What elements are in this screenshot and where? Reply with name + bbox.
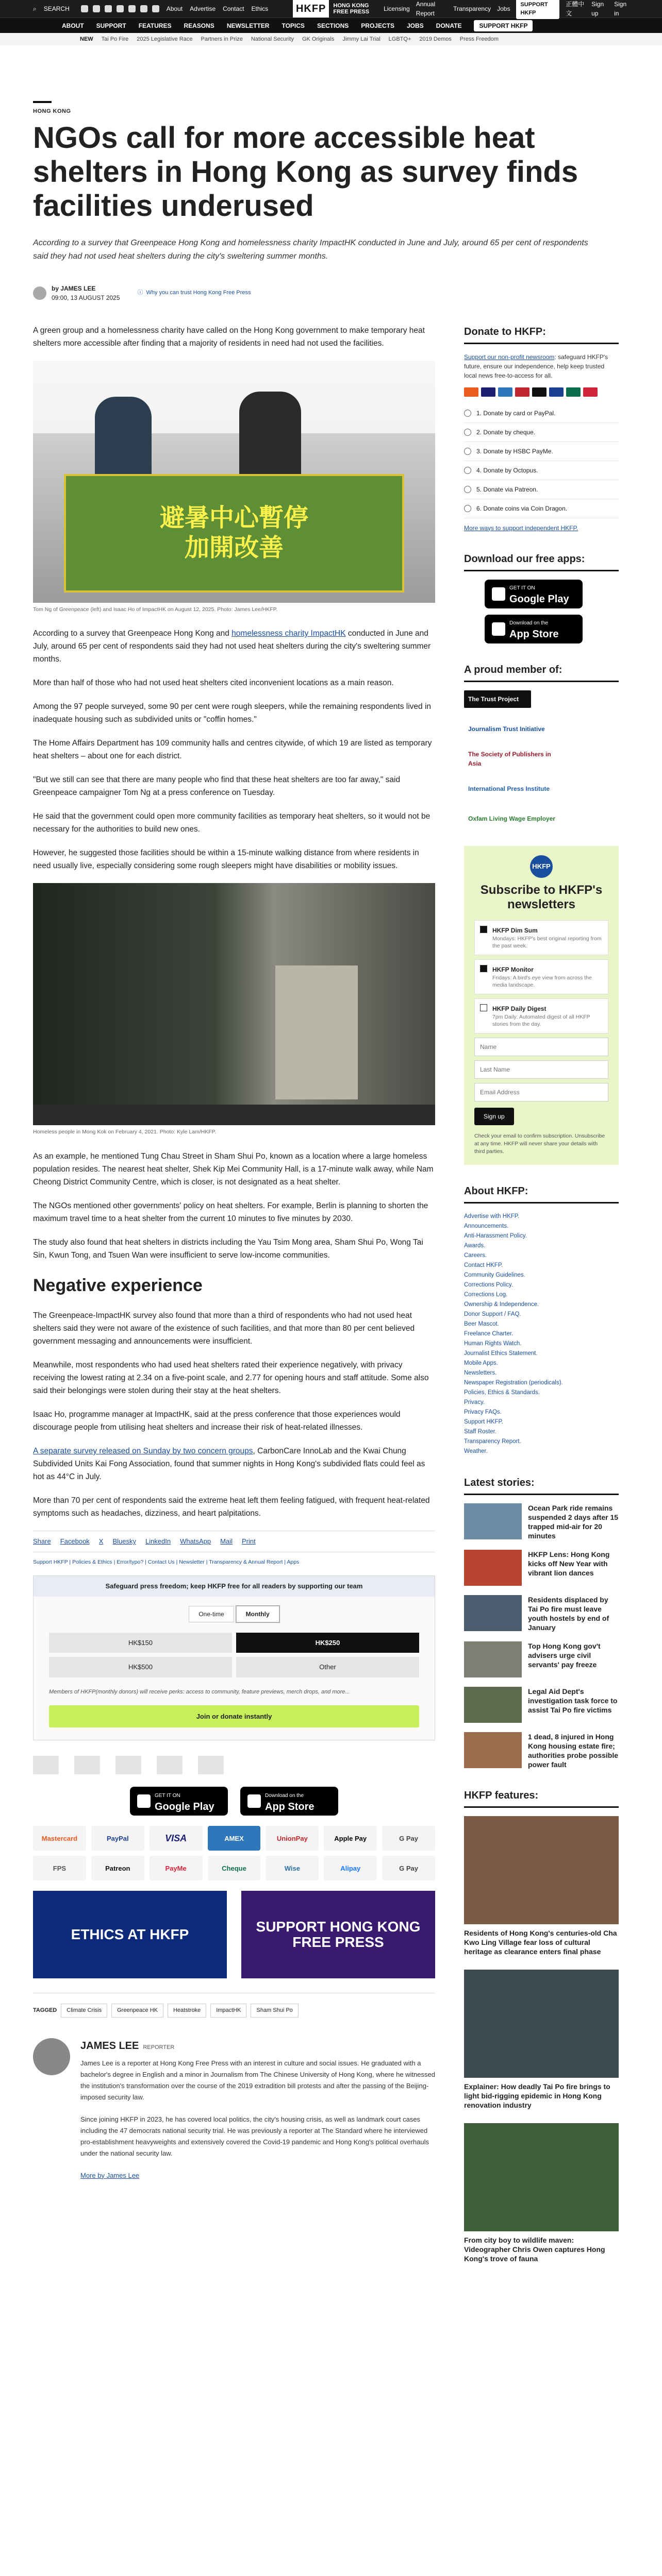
donate-option-label: 1. Donate by card or PayPal.: [476, 409, 556, 417]
support-banner[interactable]: SUPPORT HONG KONG FREE PRESS: [241, 1891, 435, 1978]
paragraph: [33, 1445, 435, 1483]
card-logo: [549, 387, 564, 397]
photo-caption: Homeless people in Mong Kok on February 4, 2021. Photo: Kyle Lam/HKFP.: [33, 1129, 217, 1136]
share-bluesky[interactable]: Bluesky: [112, 1537, 136, 1545]
paragraph: Among the 97 people surveyed, some 90 per cent were rough sleepers, while the remaining respondents lived in inadequate housing such as subdivided units or "coffin homes.": [33, 702, 432, 724]
newsletter-option-title: HKFP Daily Digest: [492, 1005, 547, 1012]
about-link[interactable]: Newsletters.: [464, 1369, 497, 1376]
payment-logo[interactable]: PayPal: [91, 1826, 144, 1851]
card-logo: [566, 387, 581, 397]
story-thumb: [464, 1595, 522, 1631]
article-photo[interactable]: [33, 361, 435, 603]
donate-option[interactable]: [464, 461, 619, 480]
payment-logo[interactable]: UnionPay: [266, 1826, 319, 1851]
paragraph-text: conducted in June and July, around 65 per cent of respondents said they had not used heat shelters during the city's sweltering summer months.: [33, 629, 431, 664]
google-play-button[interactable]: [130, 1787, 228, 1816]
story-item[interactable]: [464, 1732, 619, 1769]
youtube-icon[interactable]: [140, 5, 147, 12]
nav-item[interactable]: NEWSLETTER: [226, 22, 270, 29]
radio-icon: [464, 410, 471, 417]
paragraph: "But we still can see that there are many people who find that these heat shelters are too far away," said Greenpeace campaigner Tom Ng at a press conference on Tuesday.: [33, 775, 401, 798]
share-facebook[interactable]: Facebook: [60, 1537, 90, 1545]
last-name-input[interactable]: [474, 1060, 608, 1079]
checkbox-icon[interactable]: [480, 1004, 487, 1011]
nav-item[interactable]: ABOUT: [62, 22, 84, 29]
section-heading: Negative experience: [33, 1276, 203, 1295]
signup-button[interactable]: Sign up: [474, 1108, 514, 1125]
feature-item[interactable]: [464, 1816, 619, 1956]
play-icon: [137, 1794, 151, 1808]
sopa-logo[interactable]: The Society of Publishers in Asia: [468, 750, 551, 767]
trending-item[interactable]: LGBTQ+: [388, 36, 411, 42]
newsletter-option-title: HKFP Dim Sum: [492, 926, 538, 934]
nav-item[interactable]: DONATE: [436, 22, 462, 29]
app-label: Google Play: [509, 594, 569, 605]
payment-logo[interactable]: G Pay: [382, 1856, 435, 1880]
donate-option-label: 6. Donate coins via Coin Dragon.: [476, 504, 568, 512]
app-label: App Store: [509, 629, 559, 640]
about-links: [464, 1212, 619, 1456]
payment-logo[interactable]: Alipay: [324, 1856, 377, 1880]
survey-link[interactable]: A separate survey released on Sunday by two concern groups: [33, 1447, 253, 1455]
paragraph-text: According to a survey that Greenpeace Hong Kong and: [33, 629, 232, 638]
payment-logo[interactable]: Apple Pay: [324, 1826, 377, 1851]
share-whatsapp[interactable]: WhatsApp: [180, 1537, 211, 1545]
feature-title[interactable]: Explainer: How deadly Tai Po fire brings to light bid-rigging epidemic in Hong Kong renovation industry: [464, 2082, 610, 2109]
newsletter-title: Subscribe to HKFP's newsletters: [480, 883, 603, 911]
story-item[interactable]: [464, 1641, 619, 1677]
about-link[interactable]: Contact HKFP.: [464, 1262, 503, 1268]
about-link[interactable]: Privacy FAQs.: [464, 1409, 502, 1415]
language-link[interactable]: 正體中文: [566, 1, 585, 17]
card-logo: [583, 387, 598, 397]
nav-item[interactable]: JOBS: [406, 22, 424, 29]
about-link[interactable]: Anti-Harassment Policy.: [464, 1232, 527, 1239]
signin-link[interactable]: Sign in: [614, 1, 627, 17]
trust-link-label: Why you can trust Hong Kong Free Press: [146, 290, 251, 296]
apple-icon: [492, 622, 505, 636]
author-box-name[interactable]: JAMES LEE: [80, 2040, 139, 2052]
donate-option[interactable]: [464, 480, 619, 499]
checkbox-checked-icon[interactable]: [480, 965, 487, 972]
about-link[interactable]: Advertise with HKFP.: [464, 1213, 520, 1219]
payment-logo[interactable]: Wise: [266, 1856, 319, 1880]
about-link[interactable]: Careers.: [464, 1252, 487, 1259]
tag[interactable]: Climate Crisis: [61, 2004, 107, 2018]
hkfp-badge: HKFP: [530, 855, 553, 878]
trust-project-logo[interactable]: [33, 1756, 59, 1774]
article-title: NGOs call for more accessible heat shelters in Hong Kong as survey finds facilities underused: [33, 121, 578, 223]
payment-logo[interactable]: Mastercard: [33, 1826, 86, 1851]
paragraph: [33, 627, 435, 666]
payment-logo[interactable]: PayMe: [150, 1856, 203, 1880]
about-link[interactable]: Corrections Policy.: [464, 1281, 514, 1288]
support-links[interactable]: Support HKFP | Policies & Ethics | Error/typo? | Contact Us | Newsletter | Transparency & Annual Report | Apps: [33, 1558, 300, 1565]
about-link[interactable]: Transparency Report.: [464, 1438, 521, 1445]
social-icons: [81, 5, 159, 12]
x-icon[interactable]: [93, 5, 100, 12]
author-role: REPORTER: [143, 2044, 175, 2050]
top-link[interactable]: Annual Report: [416, 1, 436, 17]
feature-item[interactable]: [464, 2123, 619, 2263]
signup-link[interactable]: Sign up: [591, 1, 604, 17]
apple-icon: [247, 1794, 261, 1808]
sidebar: [464, 324, 619, 2282]
impacthk-link[interactable]: homelessness charity ImpactHK: [231, 629, 346, 638]
feature-image: [464, 1970, 619, 2078]
app-store-button[interactable]: [240, 1787, 338, 1816]
sidebar-heading: Latest stories:: [464, 1475, 619, 1495]
card-logo: [532, 387, 547, 397]
top-link[interactable]: Contact: [223, 5, 244, 12]
top-link[interactable]: Licensing: [384, 5, 410, 12]
story-thumb: [464, 1732, 522, 1768]
about-link[interactable]: Beer Mascot.: [464, 1320, 499, 1327]
app-store-button[interactable]: [485, 615, 583, 643]
share-linkedin[interactable]: LinkedIn: [145, 1537, 171, 1545]
app-buttons: [33, 1787, 435, 1816]
article-lede: According to a survey that Greenpeace Hong Kong and homelessness charity ImpactHK conducted in June and July, around 65 per cent of respondents said they had not used heat shelters during the city's sweltering summer months.: [33, 238, 588, 261]
sidebar-heading: HKFP features:: [464, 1788, 619, 1808]
trust-logos: [33, 1756, 435, 1774]
nav-item[interactable]: SECTIONS: [317, 22, 349, 29]
share-button[interactable]: Share: [33, 1537, 51, 1545]
share-bar: [33, 1531, 435, 1552]
newsletter-option[interactable]: [474, 959, 608, 994]
card-logos: [464, 387, 619, 397]
logo-mark: HKFP: [293, 0, 329, 18]
tags-row: [33, 1993, 435, 2018]
card-logo: [498, 387, 512, 397]
feature-image: [464, 2123, 619, 2231]
story-title[interactable]: Legal Aid Dept's investigation task force to assist Tai Po fire victims: [528, 1687, 618, 1714]
about-link[interactable]: Weather.: [464, 1448, 488, 1454]
radio-icon: [464, 467, 471, 474]
tag[interactable]: ImpactHK: [210, 2004, 246, 2018]
trending-item[interactable]: Press Freedom: [459, 36, 499, 42]
oxfam-logo[interactable]: [198, 1756, 224, 1774]
top-link[interactable]: Ethics: [251, 5, 269, 12]
paragraph: Isaac Ho, programme manager at ImpactHK, said at the press conference that those experiences would discourage people from utilising heat shelters and increase their risk of heat-related illnesses.: [33, 1410, 401, 1432]
photo-caption: Tom Ng of Greenpeace (left) and Isaac Ho of ImpactHK on August 12, 2025. Photo: James Lee/HKFP.: [33, 606, 278, 613]
story-thumb: [464, 1641, 522, 1677]
donate-option-label: 5. Donate via Patreon.: [476, 485, 538, 493]
join-donate-button[interactable]: Join or donate instantly: [49, 1705, 419, 1728]
support-button[interactable]: SUPPORT HKFP: [516, 0, 559, 19]
about-link[interactable]: Staff Roster.: [464, 1428, 497, 1435]
about-sidebar: [464, 1183, 619, 1456]
article-photo[interactable]: [33, 883, 435, 1125]
card-logo: [481, 387, 495, 397]
feature-title[interactable]: Residents of Hong Kong's centuries-old Cha Kwo Ling Village fear loss of cultural heritage as clearance enters final phase: [464, 1928, 617, 1956]
amount-option[interactable]: HK$150: [49, 1633, 232, 1653]
logo-line2: FREE PRESS: [333, 9, 370, 15]
apps-sidebar: [464, 551, 619, 643]
about-link[interactable]: Support HKFP.: [464, 1418, 503, 1425]
threads-icon[interactable]: [117, 5, 124, 12]
story-title[interactable]: HKFP Lens: Hong Kong kicks off New Year with vibrant lion dances: [528, 1550, 610, 1577]
donate-note: Members of HKFP(monthly donors) will receive perks: access to community, feature previews, merch drops, and more...: [49, 1688, 350, 1695]
email-input[interactable]: [474, 1083, 608, 1101]
radio-icon: [464, 486, 471, 493]
nonprofit-link[interactable]: Support our non-profit newsroom: [464, 353, 555, 361]
author-photo[interactable]: [33, 2038, 70, 2075]
newsletter-option[interactable]: [474, 920, 608, 955]
story-item[interactable]: [464, 1595, 619, 1632]
ipi-logo[interactable]: International Press Institute: [468, 785, 550, 792]
play-icon: [492, 587, 505, 601]
payment-logo[interactable]: AMEX: [208, 1826, 261, 1851]
oxfam-logo[interactable]: Oxfam Living Wage Employer: [468, 815, 555, 822]
payment-logo[interactable]: Patreon: [91, 1856, 144, 1880]
trending-item[interactable]: 2019 Demos: [419, 36, 452, 42]
paragraph: Meanwhile, most respondents who had used heat shelters rated their experience negatively, with privacy receiving the lowest rating at 2.34 on a five-point scale, and 2.77 for opening hours and staff attitude. Some also said their belongings were stolen during their stay at the heat shelters.: [33, 1361, 429, 1395]
donate-widget: [33, 1575, 435, 1740]
features-sidebar: [464, 1788, 619, 2263]
feature-item[interactable]: [464, 1970, 619, 2110]
trust-project-logo[interactable]: The Trust Project: [464, 690, 531, 708]
tag[interactable]: Greenpeace HK: [111, 2004, 163, 2018]
donate-option[interactable]: [464, 423, 619, 442]
paragraph: The study also found that heat shelters in districts including the Yau Tsim Mong area, Sham Shui Po, Wong Tai Sin, Kwun Tong, and Tsuen Wan were insufficient to serve low-income communities.: [33, 1238, 423, 1260]
newsletter-option-desc: Mondays: HKFP's best original reporting from the past week.: [492, 935, 602, 949]
search-icon[interactable]: ⌕: [33, 5, 37, 12]
tags-label: TAGGED: [33, 2007, 57, 2014]
card-logo: [464, 387, 478, 397]
trending-bar: [0, 33, 662, 45]
byline: [33, 284, 629, 302]
print-button[interactable]: Print: [241, 1537, 256, 1545]
latest-stories: [464, 1475, 619, 1769]
google-play-button[interactable]: [485, 580, 583, 608]
newsletter-option-title: HKFP Monitor: [492, 965, 534, 973]
top-link[interactable]: Transparency: [453, 5, 491, 12]
feature-image: [464, 1816, 619, 1924]
radio-icon: [464, 505, 471, 512]
facebook-icon[interactable]: [81, 5, 88, 12]
first-name-input[interactable]: [474, 1038, 608, 1056]
paragraph: More than half of those who had not used heat shelters cited inconvenient locations as a main reason.: [33, 679, 394, 688]
nav-item[interactable]: PROJECTS: [361, 22, 394, 29]
story-item[interactable]: [464, 1687, 619, 1723]
nav-support-button[interactable]: SUPPORT HKFP: [474, 20, 533, 31]
sleeping-figure: [275, 965, 358, 1099]
about-link[interactable]: Donor Support / FAQ.: [464, 1311, 521, 1317]
checkbox-checked-icon[interactable]: [480, 926, 487, 933]
author-name[interactable]: by JAMES LEE: [52, 284, 96, 292]
paragraph-text: , CarbonCare InnoLab and the Kwai Chung Subdivided Units Kai Fong Association, found that summer nights in Hong Kong's subdivided flats could feel as hot as 44°C in July.: [33, 1447, 425, 1481]
newsletter-fineprint: Check your email to confirm subscription. Unsubscribe at any time. HKFP will never share your details with third parties.: [474, 1132, 605, 1155]
author-avatar[interactable]: [33, 286, 46, 300]
donate-intro-text: : safeguard HKFP's future, ensure our independence, help keep trusted local news free-to-access for all.: [464, 353, 608, 379]
main-nav: [0, 18, 662, 33]
search-link[interactable]: SEARCH: [43, 5, 70, 12]
trending-item[interactable]: Jimmy Lai Trial: [342, 36, 380, 42]
about-link[interactable]: Human Rights Watch.: [464, 1340, 522, 1347]
trending-item[interactable]: 2025 Legislative Race: [137, 36, 193, 42]
ipi-logo[interactable]: [157, 1756, 183, 1774]
payment-logo[interactable]: FPS: [33, 1856, 86, 1880]
payment-logo[interactable]: VISA: [150, 1826, 203, 1851]
story-thumb: [464, 1687, 522, 1723]
app-label: Download on the: [265, 1792, 304, 1799]
more-by-author-link[interactable]: More by James Lee: [80, 2171, 140, 2179]
story-title[interactable]: Ocean Park ride remains suspended 2 days after 15 trapped mid-air for 20 minutes: [528, 1503, 619, 1540]
info-icon: ⓘ: [137, 290, 143, 296]
about-link[interactable]: Awards.: [464, 1242, 486, 1249]
payment-methods: [33, 1826, 435, 1880]
protest-banner: [64, 474, 404, 592]
amount-option-selected[interactable]: HK$250: [236, 1633, 419, 1653]
tag[interactable]: Sham Shui Po: [251, 2004, 298, 2018]
top-link[interactable]: Jobs: [497, 5, 510, 12]
share-x[interactable]: X: [98, 1537, 104, 1545]
trending-label: NEW: [80, 36, 93, 42]
payment-logo[interactable]: G Pay: [382, 1826, 435, 1851]
paragraph: He said that the government could open more community facilities as temporary heat shelters, so it would not be necessary for the authorities to build new ones.: [33, 812, 431, 834]
sidebar-heading: Donate to HKFP:: [464, 324, 619, 344]
donate-option-label: 4. Donate by Octopus.: [476, 466, 538, 474]
trending-item[interactable]: GK Originals: [302, 36, 335, 42]
about-link[interactable]: Announcements.: [464, 1223, 509, 1229]
sidebar-heading: About HKFP:: [464, 1183, 619, 1204]
app-label: GET IT ON: [509, 585, 535, 591]
nav-item[interactable]: REASONS: [184, 22, 214, 29]
app-label: Download on the: [509, 620, 549, 626]
jti-logo[interactable]: [74, 1756, 100, 1774]
amount-option[interactable]: HK$500: [49, 1657, 232, 1677]
story-item[interactable]: [464, 1550, 619, 1586]
newsletter-option-desc: 7pm Daily: Automated digest of all HKFP stories from the day.: [492, 1013, 590, 1027]
tab-monthly[interactable]: Monthly: [236, 1606, 279, 1622]
trending-item[interactable]: National Security: [251, 36, 294, 42]
donate-sidebar: [464, 324, 619, 533]
about-link[interactable]: Privacy.: [464, 1399, 485, 1405]
story-thumb: [464, 1503, 522, 1539]
instagram-icon[interactable]: [105, 5, 112, 12]
card-logo: [515, 387, 529, 397]
donate-option-label: 3. Donate by HSBC PayMe.: [476, 447, 553, 455]
story-item[interactable]: [464, 1503, 619, 1540]
story-title[interactable]: 1 dead, 8 injured in Hong Kong housing estate fire; authorities probe possible power fault: [528, 1732, 619, 1769]
sidebar-heading: A proud member of:: [464, 662, 619, 682]
top-link[interactable]: About: [166, 5, 183, 12]
story-thumb: [464, 1550, 522, 1586]
trending-item[interactable]: Partners in Prize: [201, 36, 243, 42]
kicker-rule: [33, 101, 52, 103]
banner-text: 加開改善: [184, 534, 284, 562]
donate-option[interactable]: [464, 404, 619, 422]
trending-item[interactable]: Tai Po Fire: [101, 36, 129, 42]
app-label: App Store: [265, 1801, 315, 1812]
publish-date: 09:00, 13 AUGUST 2025: [52, 294, 120, 301]
nav-item[interactable]: TOPICS: [282, 22, 305, 29]
about-link[interactable]: Mobile Apps.: [464, 1360, 498, 1366]
member-sidebar: [464, 662, 619, 827]
author-box: [33, 2038, 435, 2192]
share-mail[interactable]: Mail: [220, 1537, 233, 1545]
tag[interactable]: Heatstroke: [168, 2004, 206, 2018]
about-link[interactable]: Corrections Log.: [464, 1291, 508, 1298]
top-link[interactable]: Advertise: [190, 5, 216, 12]
newsletter-option-desc: Fridays: A bird's eye view from across the media landscape.: [492, 974, 592, 988]
street-ground: [33, 1105, 435, 1125]
top-utility-bar: [0, 0, 662, 18]
feature-title[interactable]: From city boy to wildlife maven: Videographer Chris Owen captures Hong Kong's trove of fauna: [464, 2235, 605, 2263]
donate-intro: [464, 352, 619, 380]
amount-option[interactable]: Other: [236, 1657, 419, 1677]
newsletter-option[interactable]: [474, 998, 608, 1033]
about-link[interactable]: Community Guidelines.: [464, 1272, 525, 1278]
about-link[interactable]: Policies, Ethics & Standards.: [464, 1389, 540, 1396]
donate-heading: Safeguard press freedom; keep HKFP free for all readers by supporting our team: [34, 1576, 435, 1597]
about-link[interactable]: Newspaper Registration (periodicals).: [464, 1379, 563, 1386]
site-logo[interactable]: [293, 0, 369, 18]
paragraph: The Home Affairs Department has 109 community halls and centres citywide, of which 19 are listed as temporary heat shelters – about one for each district.: [33, 739, 432, 761]
paragraph: The Greenpeace-ImpactHK survey also found that more than a third of respondents who had not used heat shelters said they were not aware of the existence of such facilities, and that more than 80 per cent believed government messaging and announcements were insufficient.: [33, 1311, 415, 1346]
more-ways-link[interactable]: More ways to support independent HKFP.: [464, 524, 578, 532]
author-bio: James Lee is a reporter at Hong Kong Free Press with an interest in culture and social issues. He graduated with a bachelor's degree in English and a minor in Journalism from The Chinese University of Hong Kong, where he witnessed the institution's transformation over the course of the 2019 extradition bill protests and after the passing of the Beijing-imposed security law.: [80, 2059, 435, 2101]
linkedin-icon[interactable]: [128, 5, 136, 12]
author-bio: Since joining HKFP in 2023, he has covered local politics, the city's housing crisis, as well as landmark court cases including the 47 democrats national security trial. He was previously a reporter at The Standard where he interviewed pro-establishment heavyweights and extensively covered the Covid-19 pandemic and Hong Kong's political overhauls under the national security law.: [80, 2115, 429, 2157]
nav-item[interactable]: FEATURES: [138, 22, 172, 29]
newsletter-signup: [464, 846, 619, 1165]
trust-link[interactable]: [138, 289, 251, 297]
paragraph: A green group and a homelessness charity have called on the Hong Kong government to make temporary heat shelters more accessible after finding that a majority of residents in need had not used the facilities.: [33, 326, 425, 348]
sidebar-heading: Download our free apps:: [464, 551, 619, 571]
tab-one-time[interactable]: One-time: [189, 1606, 234, 1622]
app-label: Google Play: [155, 1801, 214, 1812]
nav-item[interactable]: SUPPORT: [96, 22, 126, 29]
jti-logo[interactable]: Journalism Trust Initiative: [468, 725, 545, 733]
story-title[interactable]: Residents displaced by Tai Po fire must leave youth hostels by end of January: [528, 1595, 609, 1632]
about-link[interactable]: Journalist Ethics Statement.: [464, 1350, 538, 1357]
donate-option[interactable]: [464, 442, 619, 461]
about-link[interactable]: Ownership & Independence.: [464, 1301, 539, 1308]
article-body: [33, 324, 435, 2282]
about-link[interactable]: Freelance Charter.: [464, 1330, 514, 1337]
donate-option-label: 2. Donate by cheque.: [476, 428, 536, 436]
banner-text: 避暑中心暫停: [159, 504, 308, 532]
app-label: GET IT ON: [155, 1792, 180, 1799]
sopa-logo[interactable]: [115, 1756, 141, 1774]
radio-icon: [464, 448, 471, 455]
story-title[interactable]: Top Hong Kong gov't advisers urge civil servants' pay freeze: [528, 1641, 601, 1669]
ethics-banner[interactable]: ETHICS AT HKFP: [33, 1891, 227, 1978]
payment-logo[interactable]: Cheque: [208, 1856, 261, 1880]
paragraph: The NGOs mentioned other governments' policy on heat shelters. For example, Berlin is planning to shorten the maximum travel time to a heat shelter from the current 10 minutes to five minutes by 2030.: [33, 1201, 428, 1223]
paragraph: More than 70 per cent of respondents said the extreme heat left them feeling fatigued, with frequent heat-related symptoms such as headaches, dizziness, and heart palpitations.: [33, 1496, 430, 1518]
promo-banners: [33, 1891, 435, 1978]
donate-option[interactable]: [464, 499, 619, 518]
paragraph: However, he suggested those facilities should be within a 15-minute walking distance from where residents in need usually live, especially considering some rough sleepers might have disabilities or mobility issues.: [33, 849, 419, 871]
radio-icon: [464, 429, 471, 436]
logo-line1: HONG KONG: [333, 3, 369, 9]
article-kicker[interactable]: HONG KONG: [33, 108, 71, 114]
mail-icon[interactable]: [152, 5, 159, 12]
paragraph: As an example, he mentioned Tung Chau Street in Sham Shui Po, known as a location where a large homeless population resides. The nearest heat shelter, Shek Kip Mei Community Hall, is a 17-minute walk away, while Nam Cheong District Community Centre, which is closer, is not designated as a heat shelter.: [33, 1152, 434, 1187]
